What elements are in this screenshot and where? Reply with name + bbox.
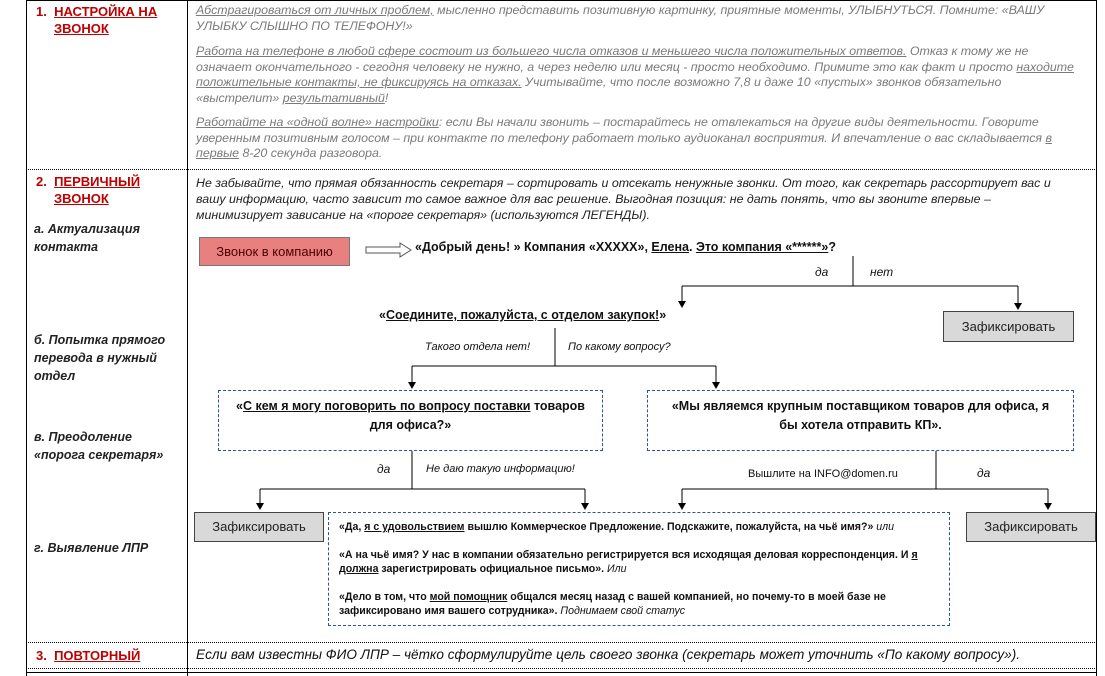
- sub-b-label: б. Попытка прямого перевода в нужный отдел: [34, 333, 166, 383]
- section-1-title-line2: ЗВОНОК: [54, 21, 109, 36]
- box-lpr-scripts: [328, 512, 950, 626]
- s1-paragraph-1: Абстрагироваться от личных проблем, мысленно представить позитивную картинку, приятные моменты, УЛЫБНУТЬСЯ. Помните: «ВАШУ УЛЫБКУ СЛЫШНО ПО ТЕЛЕФОНУ!»: [196, 3, 1045, 33]
- lpr-script-3: «Дело в том, что мой помощник общался месяц назад с вашей компанией, но почему-то в моей базе не зафиксировано имя вашего сотрудника». Поднимаем свой статус: [339, 591, 886, 617]
- sub-v-label: в. Преодоление «порога секретаря»: [34, 430, 164, 462]
- label-yes-2: да: [377, 462, 391, 476]
- section-3-text: Если вам известны ФИО ЛПР – чётко сформулируйте цель своего звонка (секретарь может уточнить «По какому вопросу»).: [196, 647, 1020, 662]
- s1-paragraph-2: Работа на телефоне в любой сфере состоит из большего числа отказов и меньшего числа положительных ответов. Отказ к тому же не означает окончательного - сегодня человеку не нужно, а через неделю или месяц - просто необходимо. Примите это как факт и просто находите положительные контакты, не фиксируясь на отказах. Учитывайте, что после возможно 7,8 и даже 10 «пустых» звонков обязательно «выстрелит» результативный!: [196, 44, 1074, 105]
- section-2-intro: Не забывайте, что прямая обязанность секретаря – сортировать и отсекать ненужные звонки. От того, как секретарь рассортирует вас и вашу информацию, часто зависит то самое важное для вас решение. Выгодная позиция: не дать понять, что вы звоните впервые – минимизирует зависание на «пороге секретаря» (используются ЛЕГЕНДЫ).: [196, 176, 1051, 222]
- fix-button-left[interactable]: Зафиксировать: [194, 512, 324, 542]
- connect-request-text: «Соедините, пожалуйста, с отделом закупок!»: [379, 308, 667, 322]
- section-1-title: 1. НАСТРОЙКА НА ЗВОНОК: [36, 4, 158, 36]
- s1-paragraph-3: Работайте на «одной волне» настройки: если Вы начали звонить – постарайтесь не отвлекаться на другие виды деятельности. Говорите уверенным позитивным голосом – при контакте по телефону работает только аудиоканал восприятия. И впечатление о вас складывается в первые 8-20 секунда разговора.: [196, 115, 1052, 160]
- label-what-question: По какому вопросу?: [568, 341, 671, 353]
- label-no-1: нет: [870, 265, 894, 279]
- section-3-title: 3. ПОВТОРНЫЙ: [36, 648, 141, 663]
- label-yes-1: да: [815, 265, 829, 279]
- sub-g-label: г. Выявление ЛПР: [34, 541, 149, 555]
- label-yes-3: да: [977, 466, 991, 480]
- fix-button-right[interactable]: Зафиксировать: [966, 512, 1096, 542]
- label-no-department: Такого отдела нет!: [425, 341, 531, 353]
- label-send-info: Вышлите на INFO@domen.ru: [748, 468, 898, 480]
- box-who-to-talk: «С кем я могу поговорить по вопросу поставки товаров для офиса?»: [218, 390, 603, 451]
- box-big-supplier: «Мы являемся крупным поставщиком товаров для офиса, я бы хотела отправить КП».: [647, 390, 1074, 451]
- section-1-title-line1: НАСТРОЙКА НА: [54, 4, 158, 19]
- lpr-script-2: «А на чьё имя? У нас в компании обязательно регистрируется вся исходящая деловая корреспонденция. И я должна зарегистрировать официальное письмо». Или: [339, 549, 918, 575]
- lpr-script-1: «Да, я с удовольствием вышлю Коммерческое Предложение. Подскажите, пожалуйста, на чьё имя?» или: [339, 521, 895, 533]
- call-company-button[interactable]: Звонок в компанию: [199, 237, 350, 266]
- fix-button-top[interactable]: Зафиксировать: [943, 311, 1074, 342]
- label-no-info: Не даю такую информацию!: [426, 463, 575, 475]
- greeting-text: «Добрый день! » Компания «XXXXX», Елена. Это компания «******»?: [415, 240, 836, 254]
- sub-a-label: а. Актуализация контакта: [34, 222, 140, 254]
- section-2-title: 2. ПЕРВИЧНЫЙ ЗВОНОК: [36, 174, 141, 206]
